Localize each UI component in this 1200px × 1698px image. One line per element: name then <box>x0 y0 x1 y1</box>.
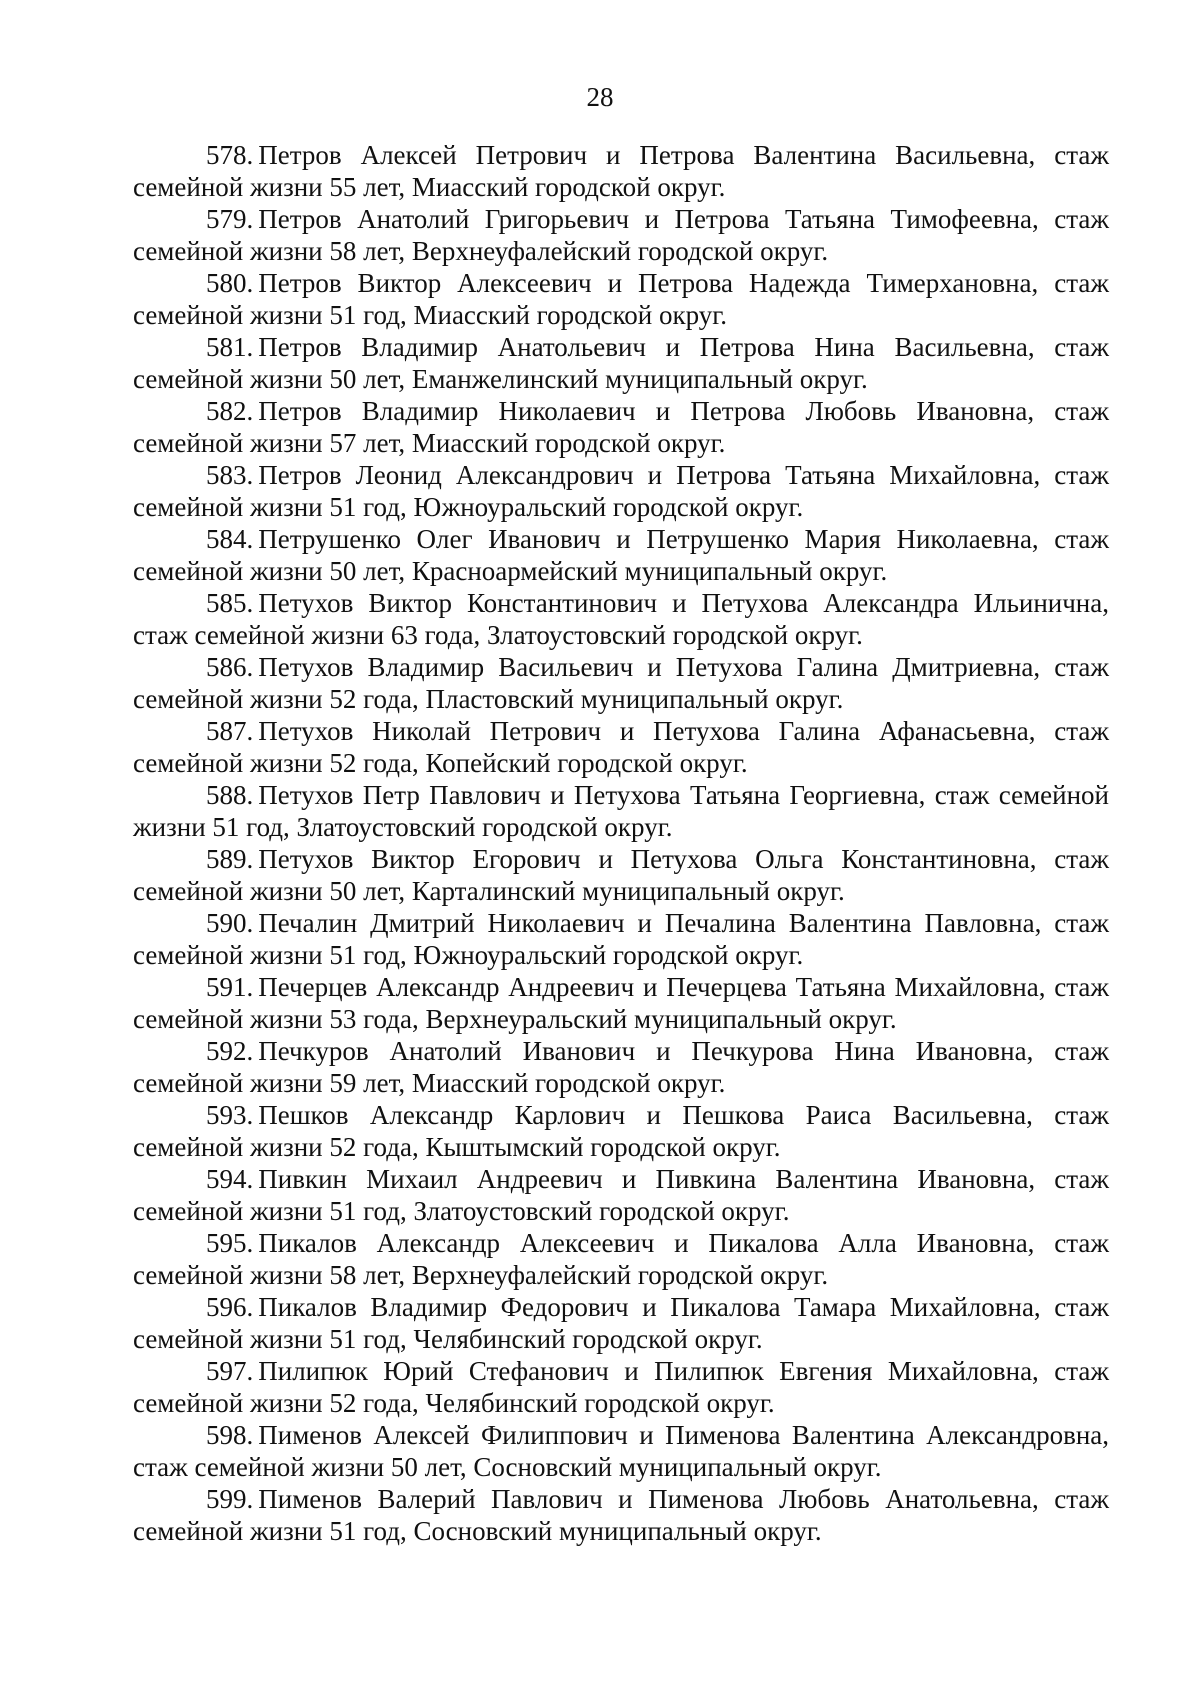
entry-text: Петров Виктор Алексеевич и Петрова Надежда Тимерхановна, стаж семейной жизни 51 год, Миасский городской округ. <box>133 268 1109 330</box>
list-item <box>133 907 1109 971</box>
list-item <box>133 587 1109 651</box>
entry-number: 596. <box>206 1292 254 1322</box>
entry-number: 594. <box>206 1164 254 1194</box>
entry-text: Петухов Николай Петрович и Петухова Галина Афанасьевна, стаж семейной жизни 52 года, Копейский городской округ. <box>133 716 1109 778</box>
entry-text: Пешков Александр Карлович и Пешкова Раиса Васильевна, стаж семейной жизни 52 года, Кыштымский городской округ. <box>133 1100 1109 1162</box>
list-item <box>133 1035 1109 1099</box>
entry-number: 589. <box>206 844 254 874</box>
list-item <box>133 1099 1109 1163</box>
entry-number: 578. <box>206 140 254 170</box>
list-item <box>133 1355 1109 1419</box>
entry-number: 588. <box>206 780 254 810</box>
list-item <box>133 1483 1109 1547</box>
entry-text: Пивкин Михаил Андреевич и Пивкина Валентина Ивановна, стаж семейной жизни 51 год, Златоустовский городской округ. <box>133 1164 1109 1226</box>
award-list <box>133 139 1109 1547</box>
entry-text: Петров Леонид Александрович и Петрова Татьяна Михайловна, стаж семейной жизни 51 год, Южноуральский городской округ. <box>133 460 1109 522</box>
entry-text: Петухов Владимир Васильевич и Петухова Галина Дмитриевна, стаж семейной жизни 52 года, Пластовский муниципальный округ. <box>133 652 1109 714</box>
list-item <box>133 715 1109 779</box>
entry-number: 587. <box>206 716 254 746</box>
entry-number: 592. <box>206 1036 254 1066</box>
entry-number: 586. <box>206 652 254 682</box>
entry-text: Печкуров Анатолий Иванович и Печкурова Нина Ивановна, стаж семейной жизни 59 лет, Миасский городской округ. <box>133 1036 1109 1098</box>
entry-number: 581. <box>206 332 254 362</box>
list-item <box>133 971 1109 1035</box>
entry-number: 597. <box>206 1356 254 1386</box>
page-number: 28 <box>586 82 614 112</box>
entry-text: Петрушенко Олег Иванович и Петрушенко Мария Николаевна, стаж семейной жизни 50 лет, Красноармейский муниципальный округ. <box>133 524 1109 586</box>
entry-text: Петров Анатолий Григорьевич и Петрова Татьяна Тимофеевна, стаж семейной жизни 58 лет, Верхнеуфалейский городской округ. <box>133 204 1109 266</box>
entry-number: 591. <box>206 972 254 1002</box>
list-item <box>133 331 1109 395</box>
entry-text: Пикалов Александр Алексеевич и Пикалова Алла Ивановна, стаж семейной жизни 58 лет, Верхнеуфалейский городской округ. <box>133 1228 1109 1290</box>
entry-number: 579. <box>206 204 254 234</box>
entry-text: Петухов Виктор Егорович и Петухова Ольга Константиновна, стаж семейной жизни 50 лет, Карталинский муниципальный округ. <box>133 844 1109 906</box>
entry-text: Печерцев Александр Андреевич и Печерцева Татьяна Михайловна, стаж семейной жизни 53 года, Верхнеуральский муниципальный округ. <box>133 972 1109 1034</box>
entry-number: 582. <box>206 396 254 426</box>
entry-number: 599. <box>206 1484 254 1514</box>
list-item <box>133 651 1109 715</box>
entry-text: Петров Владимир Анатольевич и Петрова Нина Васильевна, стаж семейной жизни 50 лет, Еманжелинский муниципальный округ. <box>133 332 1109 394</box>
entry-number: 593. <box>206 1100 254 1130</box>
entry-text: Пикалов Владимир Федорович и Пикалова Тамара Михайловна, стаж семейной жизни 51 год, Челябинский городской округ. <box>133 1292 1109 1354</box>
list-item <box>133 395 1109 459</box>
list-item <box>133 843 1109 907</box>
entry-text: Пименов Валерий Павлович и Пименова Любовь Анатольевна, стаж семейной жизни 51 год, Сосновский муниципальный округ. <box>133 1484 1109 1546</box>
list-item <box>133 779 1109 843</box>
entry-text: Петров Владимир Николаевич и Петрова Любовь Ивановна, стаж семейной жизни 57 лет, Миасский городской округ. <box>133 396 1109 458</box>
entry-number: 583. <box>206 460 254 490</box>
entry-number: 585. <box>206 588 254 618</box>
entry-text: Петухов Петр Павлович и Петухова Татьяна Георгиевна, стаж семейной жизни 51 год, Златоустовский городской округ. <box>133 780 1109 842</box>
list-item <box>133 1291 1109 1355</box>
entry-text: Печалин Дмитрий Николаевич и Печалина Валентина Павловна, стаж семейной жизни 51 год, Южноуральский городской округ. <box>133 908 1109 970</box>
list-item <box>133 1419 1109 1483</box>
list-item <box>133 1227 1109 1291</box>
list-item <box>133 459 1109 523</box>
entry-text: Пименов Алексей Филиппович и Пименова Валентина Александровна, стаж семейной жизни 50 лет, Сосновский муниципальный округ. <box>133 1420 1109 1482</box>
entry-text: Петухов Виктор Константинович и Петухова Александра Ильинична, стаж семейной жизни 63 года, Златоустовский городской округ. <box>133 588 1109 650</box>
list-item <box>133 1163 1109 1227</box>
entry-text: Пилипюк Юрий Стефанович и Пилипюк Евгения Михайловна, стаж семейной жизни 52 года, Челябинский городской округ. <box>133 1356 1109 1418</box>
entry-number: 584. <box>206 524 254 554</box>
list-item <box>133 203 1109 267</box>
entry-number: 595. <box>206 1228 254 1258</box>
entry-number: 598. <box>206 1420 254 1450</box>
list-item <box>133 139 1109 203</box>
entry-number: 580. <box>206 268 254 298</box>
list-item <box>133 267 1109 331</box>
entry-number: 590. <box>206 908 254 938</box>
entry-text: Петров Алексей Петрович и Петрова Валентина Васильевна, стаж семейной жизни 55 лет, Миасский городской округ. <box>133 140 1109 202</box>
list-item <box>133 523 1109 587</box>
